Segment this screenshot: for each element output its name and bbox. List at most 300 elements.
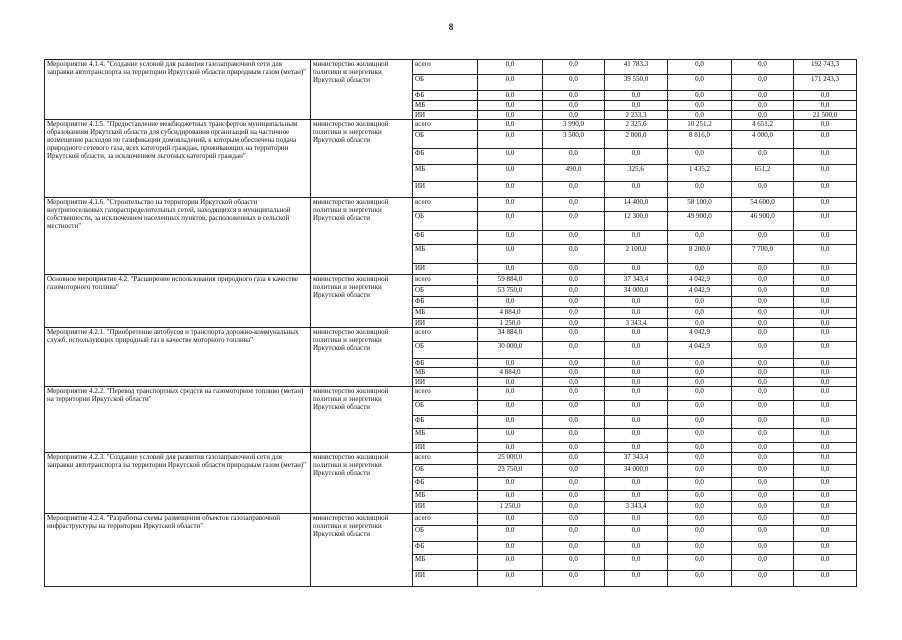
- amount-cell: 0,0: [668, 319, 732, 328]
- amount-cell: 0,0: [794, 120, 857, 131]
- amount-cell: 0,0: [605, 297, 668, 308]
- amount-cell: 34 000,0: [605, 286, 668, 297]
- amount-cell: 0,0: [478, 401, 543, 416]
- amount-cell: 0,0: [605, 91, 668, 101]
- funding-source: МБ: [413, 308, 478, 319]
- budget-table: [44, 59, 857, 587]
- amount-cell: 0,0: [732, 368, 794, 378]
- amount-cell: 0,0: [668, 429, 732, 443]
- funding-source: ФБ: [413, 91, 478, 101]
- amount-cell: 0,0: [543, 319, 605, 328]
- amount-cell: 0,0: [543, 60, 605, 75]
- amount-cell: 0,0: [605, 555, 668, 571]
- amount-cell: 0,0: [794, 387, 857, 401]
- amount-cell: 2 233,3: [605, 111, 668, 120]
- amount-cell: 0,0: [543, 297, 605, 308]
- amount-cell: 0,0: [478, 212, 543, 231]
- amount-cell: 0,0: [794, 555, 857, 571]
- amount-cell: 0,0: [732, 478, 794, 491]
- amount-cell: 0,0: [732, 429, 794, 443]
- amount-cell: 0,0: [732, 182, 794, 198]
- funding-source: всего: [413, 514, 478, 526]
- amount-cell: 0,0: [478, 297, 543, 308]
- amount-cell: 171 243,3: [794, 75, 857, 91]
- funding-source: ОБ: [413, 401, 478, 416]
- amount-cell: 0,0: [794, 401, 857, 416]
- amount-cell: 0,0: [794, 453, 857, 465]
- amount-cell: 0,0: [543, 526, 605, 542]
- amount-cell: 0,0: [478, 264, 543, 275]
- amount-cell: 0,0: [668, 75, 732, 91]
- amount-cell: 0,0: [478, 245, 543, 264]
- amount-cell: 0,0: [543, 416, 605, 429]
- amount-cell: 0,0: [543, 182, 605, 198]
- funding-source: ИИ: [413, 111, 478, 120]
- amount-cell: 0,0: [478, 416, 543, 429]
- amount-cell: 0,0: [668, 378, 732, 387]
- amount-cell: 0,0: [732, 101, 794, 111]
- amount-cell: 4 884,0: [478, 368, 543, 378]
- amount-cell: 0,0: [668, 182, 732, 198]
- amount-cell: 0,0: [478, 359, 543, 368]
- amount-cell: 59 884,0: [478, 275, 543, 286]
- funding-source: ОБ: [413, 526, 478, 542]
- executor-cell: министерство жилищной политики и энергетики Иркутской области: [311, 120, 413, 198]
- amount-cell: 0,0: [605, 443, 668, 453]
- amount-cell: 0,0: [605, 387, 668, 401]
- amount-cell: 0,0: [478, 120, 543, 131]
- amount-cell: 0,0: [668, 231, 732, 245]
- amount-cell: 0,0: [543, 571, 605, 587]
- amount-cell: 651,2: [732, 165, 794, 182]
- funding-source: ФБ: [413, 231, 478, 245]
- amount-cell: 0,0: [478, 198, 543, 212]
- amount-cell: 0,0: [543, 359, 605, 368]
- amount-cell: 0,0: [732, 555, 794, 571]
- amount-cell: 0,0: [605, 264, 668, 275]
- amount-cell: 0,0: [478, 542, 543, 555]
- amount-cell: 0,0: [543, 308, 605, 319]
- amount-cell: 0,0: [605, 378, 668, 387]
- amount-cell: 0,0: [543, 453, 605, 465]
- amount-cell: 0,0: [478, 149, 543, 165]
- amount-cell: 0,0: [668, 101, 732, 111]
- amount-cell: 0,0: [732, 264, 794, 275]
- activity-name: Основное мероприятие 4.2. "Расширение использования природного газа в качестве газомоторного топлива": [45, 275, 311, 328]
- amount-cell: 0,0: [605, 308, 668, 319]
- activity-name: Мероприятие 4.1.4. "Создание условий для развития газозаправочной сети для заправки автотранспорта на территории Иркутской области природным газом (метан)": [45, 60, 311, 120]
- amount-cell: 21 500,0: [794, 111, 857, 120]
- amount-cell: 4 042,9: [668, 342, 732, 359]
- page-number: 8: [448, 22, 454, 32]
- amount-cell: 0,0: [478, 182, 543, 198]
- amount-cell: 0,0: [732, 75, 794, 91]
- amount-cell: 0,0: [794, 478, 857, 491]
- executor-cell: министерство жилищной политики и энергетики Иркутской области: [311, 60, 413, 120]
- amount-cell: 0,0: [478, 429, 543, 443]
- amount-cell: 0,0: [732, 491, 794, 502]
- amount-cell: 0,0: [605, 542, 668, 555]
- funding-source: ФБ: [413, 416, 478, 429]
- funding-source: МБ: [413, 101, 478, 111]
- amount-cell: 0,0: [794, 571, 857, 587]
- amount-cell: 0,0: [732, 328, 794, 342]
- amount-cell: 0,0: [668, 555, 732, 571]
- amount-cell: 0,0: [668, 401, 732, 416]
- amount-cell: 0,0: [543, 328, 605, 342]
- amount-cell: 0,0: [794, 101, 857, 111]
- funding-source: МБ: [413, 368, 478, 378]
- amount-cell: 0,0: [794, 465, 857, 478]
- funding-source: ИИ: [413, 443, 478, 453]
- amount-cell: 0,0: [794, 245, 857, 264]
- table-row: [45, 120, 857, 131]
- amount-cell: 0,0: [794, 443, 857, 453]
- amount-cell: 0,0: [668, 91, 732, 101]
- amount-cell: 3 343,4: [605, 502, 668, 514]
- amount-cell: 0,0: [732, 542, 794, 555]
- amount-cell: 0,0: [543, 387, 605, 401]
- amount-cell: 0,0: [732, 60, 794, 75]
- amount-cell: 0,0: [543, 465, 605, 478]
- amount-cell: 0,0: [605, 526, 668, 542]
- amount-cell: 325,6: [605, 165, 668, 182]
- amount-cell: 0,0: [478, 571, 543, 587]
- funding-source: МБ: [413, 245, 478, 264]
- amount-cell: 0,0: [543, 75, 605, 91]
- amount-cell: 34 884,0: [478, 328, 543, 342]
- amount-cell: 7 700,0: [732, 245, 794, 264]
- amount-cell: 0,0: [732, 453, 794, 465]
- amount-cell: 8 200,0: [668, 245, 732, 264]
- amount-cell: 58 100,0: [668, 198, 732, 212]
- funding-source: всего: [413, 453, 478, 465]
- amount-cell: 0,0: [668, 149, 732, 165]
- amount-cell: 0,0: [732, 387, 794, 401]
- amount-cell: 0,0: [543, 198, 605, 212]
- amount-cell: 14 400,0: [605, 198, 668, 212]
- amount-cell: 0,0: [668, 465, 732, 478]
- table-row: [45, 198, 857, 212]
- amount-cell: 0,0: [543, 111, 605, 120]
- amount-cell: 0,0: [732, 502, 794, 514]
- amount-cell: 0,0: [543, 478, 605, 491]
- amount-cell: 0,0: [543, 245, 605, 264]
- amount-cell: 0,0: [668, 368, 732, 378]
- amount-cell: 0,0: [668, 526, 732, 542]
- funding-source: ОБ: [413, 342, 478, 359]
- amount-cell: 4 042,9: [668, 328, 732, 342]
- amount-cell: 0,0: [732, 571, 794, 587]
- amount-cell: 0,0: [732, 308, 794, 319]
- amount-cell: 192 743,3: [794, 60, 857, 75]
- amount-cell: 0,0: [732, 111, 794, 120]
- amount-cell: 1 250,0: [478, 319, 543, 328]
- amount-cell: 39 550,0: [605, 75, 668, 91]
- amount-cell: 0,0: [732, 231, 794, 245]
- amount-cell: 0,0: [794, 359, 857, 368]
- amount-cell: 0,0: [794, 182, 857, 198]
- amount-cell: 0,0: [794, 131, 857, 149]
- funding-source: всего: [413, 387, 478, 401]
- funding-source: ФБ: [413, 478, 478, 491]
- table-row: [45, 275, 857, 286]
- amount-cell: 0,0: [478, 75, 543, 91]
- amount-cell: 0,0: [543, 286, 605, 297]
- funding-source: ОБ: [413, 286, 478, 297]
- amount-cell: 0,0: [478, 231, 543, 245]
- amount-cell: 0,0: [732, 286, 794, 297]
- amount-cell: 0,0: [732, 149, 794, 165]
- amount-cell: 0,0: [794, 275, 857, 286]
- amount-cell: 2 325,6: [605, 120, 668, 131]
- amount-cell: 0,0: [478, 443, 543, 453]
- amount-cell: 0,0: [794, 286, 857, 297]
- amount-cell: 0,0: [668, 571, 732, 587]
- amount-cell: 0,0: [478, 378, 543, 387]
- amount-cell: 0,0: [794, 378, 857, 387]
- funding-source: ИИ: [413, 319, 478, 328]
- amount-cell: 0,0: [605, 342, 668, 359]
- amount-cell: 0,0: [478, 478, 543, 491]
- funding-source: ОБ: [413, 131, 478, 149]
- amount-cell: 0,0: [668, 453, 732, 465]
- amount-cell: 490,0: [543, 165, 605, 182]
- funding-source: всего: [413, 275, 478, 286]
- amount-cell: 41 783,3: [605, 60, 668, 75]
- amount-cell: 0,0: [794, 231, 857, 245]
- amount-cell: 2 000,0: [605, 131, 668, 149]
- amount-cell: 0,0: [794, 198, 857, 212]
- funding-source: МБ: [413, 429, 478, 443]
- amount-cell: 0,0: [543, 342, 605, 359]
- amount-cell: 49 900,0: [668, 212, 732, 231]
- amount-cell: 0,0: [478, 387, 543, 401]
- amount-cell: 0,0: [794, 328, 857, 342]
- funding-source: ОБ: [413, 465, 478, 478]
- amount-cell: 4 042,9: [668, 275, 732, 286]
- amount-cell: 2 100,0: [605, 245, 668, 264]
- amount-cell: 0,0: [732, 91, 794, 101]
- amount-cell: 1 250,0: [478, 502, 543, 514]
- amount-cell: 0,0: [732, 378, 794, 387]
- amount-cell: 8 816,0: [668, 131, 732, 149]
- amount-cell: 0,0: [794, 91, 857, 101]
- amount-cell: 0,0: [478, 526, 543, 542]
- funding-source: ОБ: [413, 212, 478, 231]
- amount-cell: 0,0: [605, 182, 668, 198]
- amount-cell: 0,0: [794, 297, 857, 308]
- activity-name: Мероприятие 4.2.2. "Перевод транспортных средств на газомоторное топливо (метан) на территории Иркутской области": [45, 387, 311, 453]
- amount-cell: 0,0: [668, 542, 732, 555]
- executor-cell: министерство жилищной политики и энергетики Иркутской области: [311, 198, 413, 275]
- amount-cell: 0,0: [543, 491, 605, 502]
- table-row: [45, 328, 857, 342]
- amount-cell: 0,0: [732, 443, 794, 453]
- amount-cell: 0,0: [668, 491, 732, 502]
- executor-cell: министерство жилищной политики и энергетики Иркутской области: [311, 514, 413, 587]
- table-body: [45, 60, 857, 587]
- amount-cell: 0,0: [794, 342, 857, 359]
- amount-cell: 0,0: [478, 111, 543, 120]
- amount-cell: 4 651,2: [732, 120, 794, 131]
- amount-cell: 0,0: [794, 368, 857, 378]
- funding-source: ФБ: [413, 149, 478, 165]
- table-row: [45, 453, 857, 465]
- funding-source: МБ: [413, 491, 478, 502]
- amount-cell: 0,0: [732, 526, 794, 542]
- funding-source: всего: [413, 60, 478, 75]
- table-row: [45, 60, 857, 75]
- amount-cell: 0,0: [794, 491, 857, 502]
- amount-cell: 54 600,0: [732, 198, 794, 212]
- amount-cell: 0,0: [543, 101, 605, 111]
- amount-cell: 0,0: [543, 502, 605, 514]
- amount-cell: 30 000,0: [478, 342, 543, 359]
- amount-cell: 0,0: [668, 264, 732, 275]
- activity-name: Мероприятие 4.2.4. "Разработка схемы размещения объектов газозаправочной инфраструктуры на территории Иркутской области": [45, 514, 311, 587]
- amount-cell: 0,0: [543, 264, 605, 275]
- amount-cell: 10 251,2: [668, 120, 732, 131]
- activity-name: Мероприятие 4.2.3. "Создание условий для развития газозаправочной сети для заправки автотранспорта на территории Иркутской области природным газом (метан)": [45, 453, 311, 514]
- amount-cell: 0,0: [794, 308, 857, 319]
- amount-cell: 0,0: [543, 149, 605, 165]
- funding-source: ИИ: [413, 182, 478, 198]
- amount-cell: 0,0: [543, 378, 605, 387]
- amount-cell: 0,0: [605, 149, 668, 165]
- table-row: [45, 387, 857, 401]
- amount-cell: 3 500,0: [543, 131, 605, 149]
- amount-cell: 0,0: [605, 368, 668, 378]
- amount-cell: 3 990,0: [543, 120, 605, 131]
- amount-cell: 0,0: [732, 342, 794, 359]
- amount-cell: 0,0: [732, 401, 794, 416]
- amount-cell: 23 750,0: [478, 465, 543, 478]
- amount-cell: 0,0: [794, 264, 857, 275]
- funding-source: ФБ: [413, 297, 478, 308]
- executor-cell: министерство жилищной политики и энергетики Иркутской области: [311, 453, 413, 514]
- amount-cell: 0,0: [605, 101, 668, 111]
- amount-cell: 0,0: [794, 502, 857, 514]
- executor-cell: министерство жилищной политики и энергетики Иркутской области: [311, 328, 413, 387]
- funding-source: ОБ: [413, 75, 478, 91]
- amount-cell: 0,0: [543, 368, 605, 378]
- amount-cell: 0,0: [794, 526, 857, 542]
- amount-cell: 0,0: [543, 542, 605, 555]
- amount-cell: 0,0: [543, 91, 605, 101]
- amount-cell: 0,0: [478, 491, 543, 502]
- amount-cell: 0,0: [543, 275, 605, 286]
- amount-cell: 0,0: [668, 416, 732, 429]
- amount-cell: 0,0: [605, 514, 668, 526]
- amount-cell: 3 343,4: [605, 319, 668, 328]
- amount-cell: 37 343,4: [605, 453, 668, 465]
- amount-cell: 4 884,0: [478, 308, 543, 319]
- amount-cell: 0,0: [668, 297, 732, 308]
- funding-source: ИИ: [413, 502, 478, 514]
- amount-cell: 0,0: [605, 328, 668, 342]
- amount-cell: 0,0: [478, 514, 543, 526]
- amount-cell: 0,0: [543, 231, 605, 245]
- amount-cell: 0,0: [605, 359, 668, 368]
- amount-cell: 0,0: [794, 149, 857, 165]
- amount-cell: 0,0: [668, 111, 732, 120]
- amount-cell: 37 343,4: [605, 275, 668, 286]
- funding-source: ИИ: [413, 378, 478, 387]
- amount-cell: 0,0: [794, 542, 857, 555]
- funding-source: всего: [413, 328, 478, 342]
- amount-cell: 1 435,2: [668, 165, 732, 182]
- amount-cell: 0,0: [605, 491, 668, 502]
- amount-cell: 0,0: [605, 416, 668, 429]
- amount-cell: 0,0: [794, 416, 857, 429]
- amount-cell: 0,0: [543, 429, 605, 443]
- amount-cell: 0,0: [543, 401, 605, 416]
- amount-cell: 12 300,0: [605, 212, 668, 231]
- amount-cell: 4 000,0: [732, 131, 794, 149]
- amount-cell: 0,0: [668, 387, 732, 401]
- amount-cell: 0,0: [794, 212, 857, 231]
- table-row: [45, 514, 857, 526]
- amount-cell: 53 750,0: [478, 286, 543, 297]
- amount-cell: 0,0: [732, 275, 794, 286]
- amount-cell: 0,0: [732, 319, 794, 328]
- amount-cell: 0,0: [794, 429, 857, 443]
- executor-cell: министерство жилищной политики и энергетики Иркутской области: [311, 275, 413, 328]
- amount-cell: 0,0: [732, 359, 794, 368]
- amount-cell: 0,0: [732, 416, 794, 429]
- activity-name: Мероприятие 4.1.6. "Строительство на территории Иркутской области внутрипоселковых газораспределительных сетей, находящихся в муниципальной собственности, за исключением населенных пунктов, расположенных в сельской местности": [45, 198, 311, 275]
- amount-cell: 0,0: [732, 465, 794, 478]
- amount-cell: 0,0: [478, 165, 543, 182]
- amount-cell: 4 042,9: [668, 286, 732, 297]
- amount-cell: 0,0: [732, 297, 794, 308]
- amount-cell: 0,0: [668, 308, 732, 319]
- amount-cell: 0,0: [543, 212, 605, 231]
- amount-cell: 25 000,0: [478, 453, 543, 465]
- funding-source: ФБ: [413, 542, 478, 555]
- funding-source: всего: [413, 120, 478, 131]
- amount-cell: 0,0: [605, 401, 668, 416]
- amount-cell: 0,0: [605, 429, 668, 443]
- amount-cell: 0,0: [668, 359, 732, 368]
- amount-cell: 0,0: [794, 165, 857, 182]
- amount-cell: 0,0: [794, 514, 857, 526]
- amount-cell: 0,0: [478, 101, 543, 111]
- funding-source: МБ: [413, 555, 478, 571]
- executor-cell: министерство жилищной политики и энергетики Иркутской области: [311, 387, 413, 453]
- funding-source: ИИ: [413, 571, 478, 587]
- amount-cell: 0,0: [668, 502, 732, 514]
- amount-cell: 0,0: [478, 131, 543, 149]
- activity-name: Мероприятие 4.1.5. "Предоставление межбюджетных трансфертов муниципальным образованиям Иркутской области для субсидирования организаций на частичное возмещение расходов по газификации домовладений, к которым обеспечена подача природного сетевого газа, всех категорий граждан, проживающих на территории Иркутской области, за исключением льготных категорий граждан": [45, 120, 311, 198]
- amount-cell: 0,0: [605, 478, 668, 491]
- amount-cell: 0,0: [668, 60, 732, 75]
- funding-source: ИИ: [413, 264, 478, 275]
- amount-cell: 0,0: [478, 60, 543, 75]
- amount-cell: 0,0: [478, 555, 543, 571]
- amount-cell: 0,0: [794, 319, 857, 328]
- amount-cell: 0,0: [543, 514, 605, 526]
- funding-source: МБ: [413, 165, 478, 182]
- amount-cell: 46 900,0: [732, 212, 794, 231]
- amount-cell: 0,0: [543, 555, 605, 571]
- amount-cell: 0,0: [605, 571, 668, 587]
- funding-source: ФБ: [413, 359, 478, 368]
- amount-cell: 0,0: [543, 443, 605, 453]
- amount-cell: 34 000,0: [605, 465, 668, 478]
- funding-source: всего: [413, 198, 478, 212]
